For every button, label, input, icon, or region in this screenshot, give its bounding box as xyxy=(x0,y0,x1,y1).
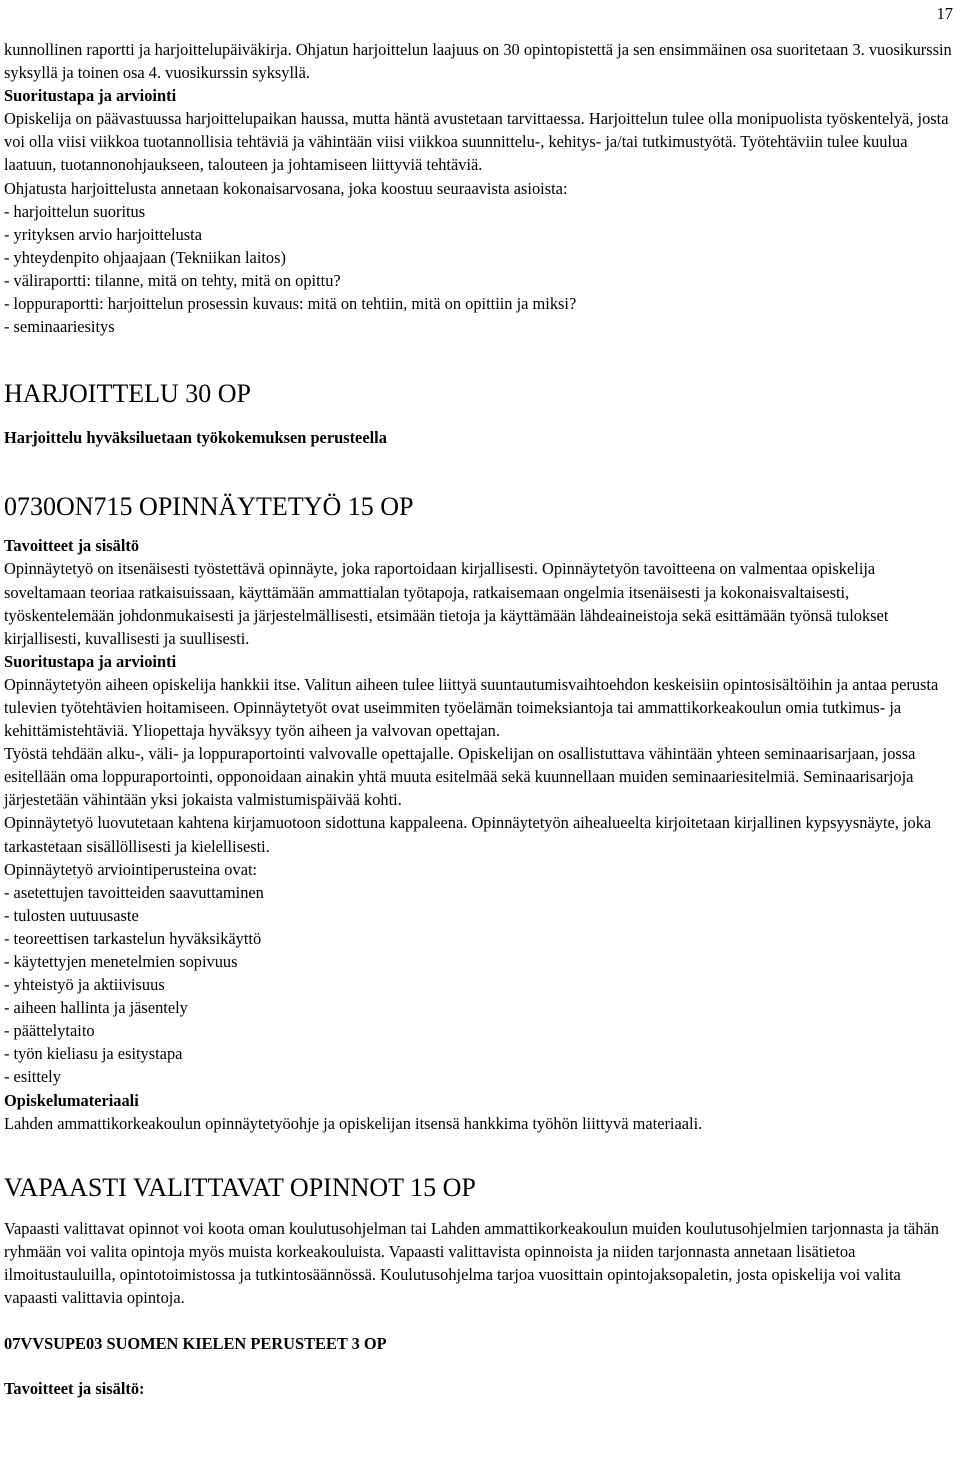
intro-list-item: - loppuraportti: harjoittelun prosessin kuvaus: mitä on tehtiin, mitä on opittiin ja miksi? xyxy=(4,294,577,314)
opinnaytetyo-goals-heading: Tavoitteet ja sisältö xyxy=(4,536,140,556)
document-page xyxy=(4,38,952,1400)
criteria-list-item: - aiheen hallinta ja jäsentely xyxy=(4,998,188,1018)
intro-list-item: - harjoittelun suoritus xyxy=(4,201,146,221)
intro-list-item: - yhteydenpito ohjaajaan (Tekniikan laitos) xyxy=(4,247,286,267)
criteria-list-item: - tulosten uutuusaste xyxy=(4,905,139,925)
criteria-list-item: - päättelytaito xyxy=(4,1021,95,1041)
opinnaytetyo-criteria-intro: Opinnäytetyö arviointiperusteina ovat: xyxy=(4,859,258,879)
opinnaytetyo-method-paragraph: Opinnäytetyö luovutetaan kahtena kirjamuotoon sidottuna kappaleena. Opinnäytetyön aihealueelta kirjoitetaan kirjallinen kypsyysnäyte, joka tarkastetaan sisällöllisesti ja kielellisesti. xyxy=(4,813,932,856)
vapaasti-text: Vapaasti valittavat opinnot voi koota oman koulutusohjelman tai Lahden ammattikorkeakoulun muiden koulutusohjelmien tarjonnasta ja tähän ryhmään voi valita opintoja myös muista korkeakouluista. Vapaasti valittavista opinnoista ja niiden tarjonnasta annetaan lisätietoa ilmoitustauluilla, opintotoimistossa ja tutkintosäännössä. Koulutusohjelma tarjoa vuosittain opintojaksopaletin, josta opiskelija voi valita vapaasti valittavia opintoja. xyxy=(4,1218,939,1308)
opinnaytetyo-heading: 0730ON715 OPINNÄYTETYÖ 15 OP xyxy=(4,492,414,522)
criteria-list-item: - työn kieliasu ja esitystapa xyxy=(4,1044,183,1064)
opinnaytetyo-goals-text: Opinnäytetyö on itsenäisesti työstettävä opinnäyte, joka raportoidaan kirjallisesti. Opinnäytetyön tavoitteena on valmentaa opiskelija soveltamaan teoriaa ratkaisuissaan, käyttämään ammattialan työtapoja, ratkaisemaan ongelmia itsenäisesti ja kokonaisvaltaisesti, työskentelemään johdonmukaisesti ja järjestelmällisesti, etsimään tietoja ja käyttämään lähdeaineistoja sekä esittämään työnsä tulokset kirjallisesti, kuvallisesti ja suullisesti. xyxy=(4,559,889,648)
criteria-list-item: - teoreettisen tarkastelun hyväksikäyttö xyxy=(4,928,262,948)
page-number: 17 xyxy=(936,4,953,23)
intro-list-item: - väliraportti: tilanne, mitä on tehty, mitä on opittu? xyxy=(4,270,341,290)
opinnaytetyo-material-heading: Opiskelumateriaali xyxy=(4,1090,139,1110)
harjoittelu-subheading: Harjoittelu hyväksiluetaan työkokemuksen perusteella xyxy=(4,428,387,448)
opinnaytetyo-method-paragraph: Opinnäytetyön aiheen opiskelija hankkii itse. Valitun aiheen tulee liittyä suuntautumisvaihtoehdon keskeisiin opintosisältöihin ja antaa perusta tulevien työtehtävien hoitamiseen. Opinnäytetyöt ovat useimmiten työelämän toimeksiantoja tai ammattikorkeakoulun omia tutkimus- ja kehittämistehtäviä. Yliopettaja hyväksyy työn aiheen ja valvovan opettajan. xyxy=(4,674,939,741)
intro-method-paragraph: Opiskelija on päävastuussa harjoittelupaikan haussa, mutta häntä avustetaan tarvittaessa. Harjoittelun tulee olla monipuolista työskentelyä, josta voi olla viisi viikkoa tuotannollisia tehtäviä ja vähintään viisi viikkoa suunnittelu-, kehitys- ja/tai tutkimustyötä. Työtehtäviin tulee kuulua laatuun, tuotannonohjaukseen, talouteen ja johtamiseen liittyviä tehtäviä. xyxy=(4,109,949,175)
opinnaytetyo-method-paragraph: Työstä tehdään alku-, väli- ja loppuraportointi valvovalle opettajalle. Opiskelijan on osallistuttava vähintään yhteen seminaarisarjaan, jossa esitellään oma loppuraportointi, opponoidaan ainakin yhtä muuta esitelmää sekä kuunnellaan muiden seminaariesitelmiä. Seminaarisarjoja järjestetään vähintään yksi jokaista valmistumispäivää kohti. xyxy=(4,744,916,810)
criteria-list-item: - esittely xyxy=(4,1067,61,1087)
suomi-goals-heading: Tavoitteet ja sisältö: xyxy=(4,1379,145,1399)
suomi-heading: 07VVSUPE03 SUOMEN KIELEN PERUSTEET 3 OP xyxy=(4,1334,387,1354)
intro-grade-paragraph: Ohjatusta harjoittelusta annetaan kokonaisarvosana, joka koostuu seuraavista asioista: xyxy=(4,178,568,198)
criteria-list-item: - yhteistyö ja aktiivisuus xyxy=(4,975,165,995)
harjoittelu-heading: HARJOITTELU 30 OP xyxy=(4,379,251,409)
criteria-list-item: - käytettyjen menetelmien sopivuus xyxy=(4,952,238,971)
opinnaytetyo-method-heading: Suoritustapa ja arviointi xyxy=(4,651,177,671)
criteria-list-item: - asetettujen tavoitteiden saavuttaminen xyxy=(4,882,264,902)
vapaasti-heading: VAPAASTI VALITTAVAT OPINNOT 15 OP xyxy=(4,1172,476,1202)
intro-list-item: - seminaariesitys xyxy=(4,317,115,337)
intro-paragraph: kunnollinen raportti ja harjoittelupäiväkirja. Ohjatun harjoittelun laajuus on 30 opintopistettä ja sen ensimmäinen osa suoritetaan 3. vuosikurssin syksyllä ja toinen osa 4. vuosikurssin syksyllä. xyxy=(4,40,952,83)
intro-list-item: - yrityksen arvio harjoittelusta xyxy=(4,224,203,244)
opinnaytetyo-material-text: Lahden ammattikorkeakoulun opinnäytetyöohje ja opiskelijan itsensä hankkima työhön liittyvä materiaali. xyxy=(4,1113,703,1133)
intro-method-heading: Suoritustapa ja arviointi xyxy=(4,86,177,106)
